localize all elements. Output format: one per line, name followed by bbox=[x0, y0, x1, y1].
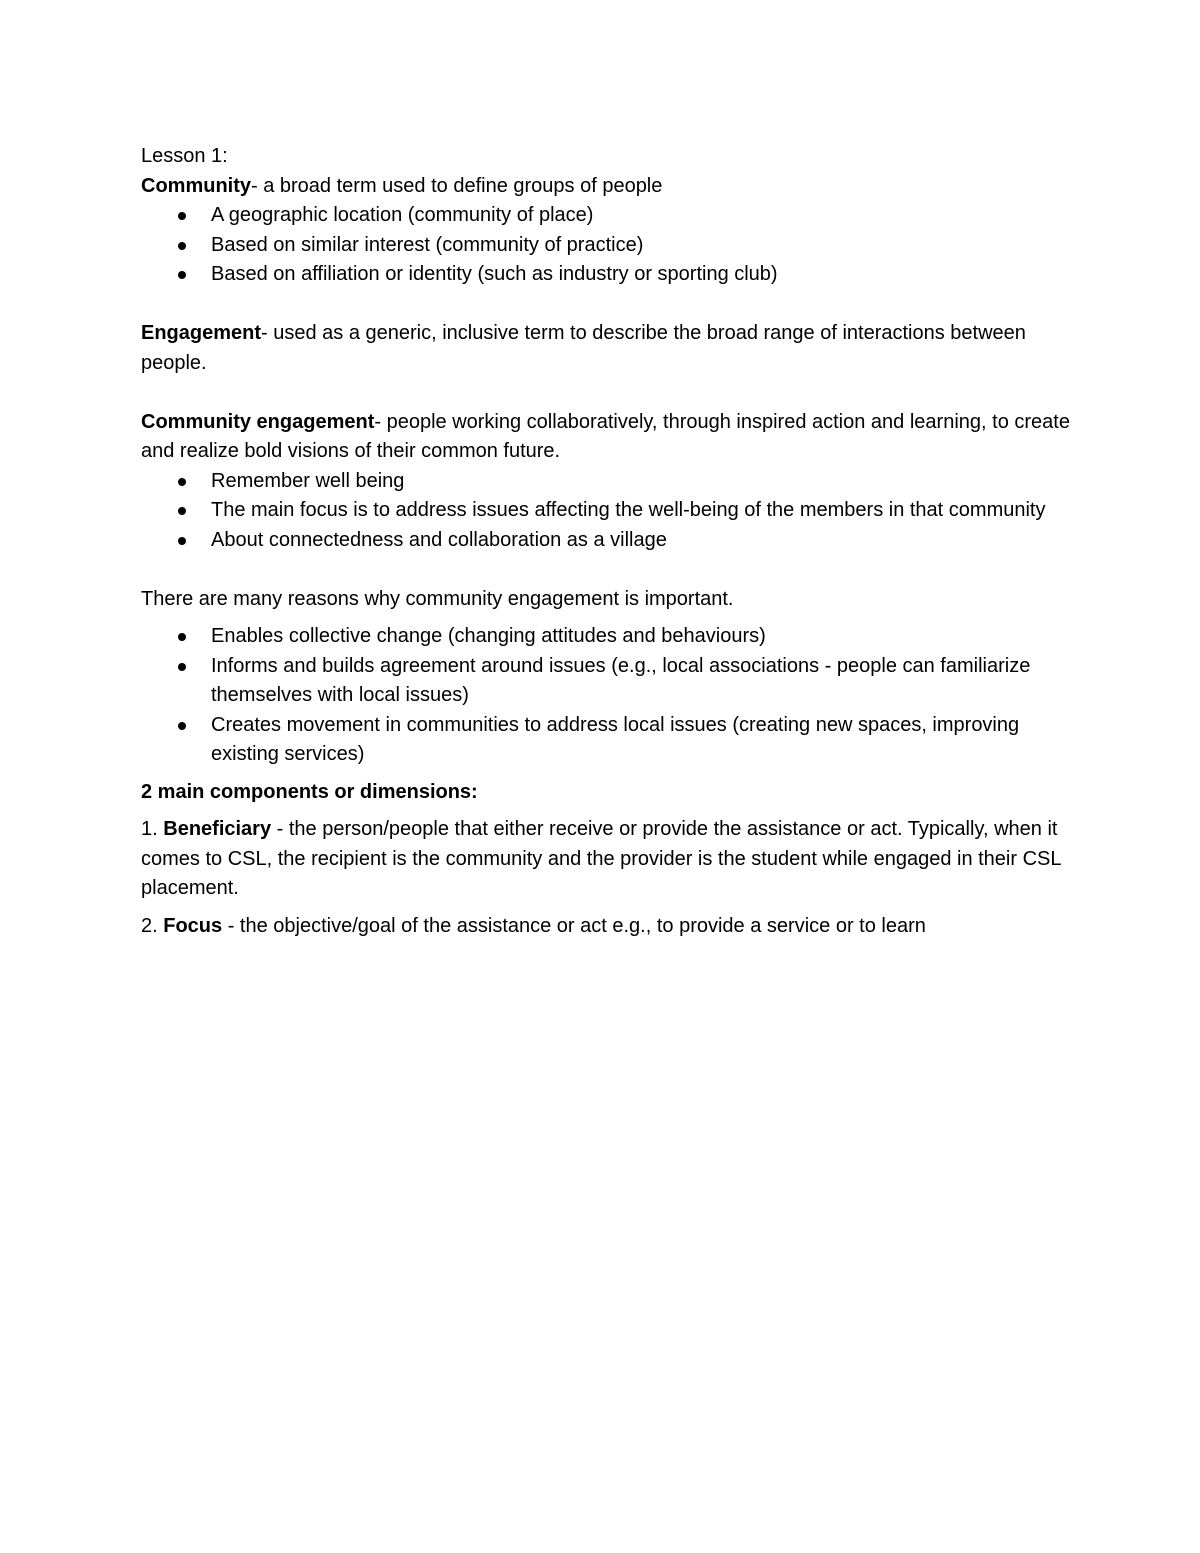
list-item: Creates movement in communities to address local issues (creating new spaces, improving existing services) bbox=[141, 711, 1071, 770]
community-engagement-bullet-list bbox=[141, 467, 1071, 556]
engagement-definition bbox=[141, 319, 1071, 378]
focus-text: - the objective/goal of the assistance or act e.g., to provide a service or to learn bbox=[222, 914, 926, 937]
spacer bbox=[141, 904, 1071, 912]
component-number: 1. bbox=[141, 818, 164, 840]
lesson-title: Lesson 1: bbox=[141, 145, 228, 167]
community-engagement-definition bbox=[141, 408, 1071, 467]
focus-term: Focus bbox=[163, 914, 223, 937]
reasons-bullet-list bbox=[141, 622, 1071, 770]
component-focus bbox=[141, 912, 1071, 942]
list-item: Remember well being bbox=[141, 467, 1071, 497]
list-item: About connectedness and collaboration as a village bbox=[141, 526, 1071, 556]
spacer bbox=[141, 378, 1071, 408]
list-item: Based on affiliation or identity (such as industry or sporting club) bbox=[141, 260, 1071, 290]
community-bullet-list bbox=[141, 201, 1071, 290]
spacer bbox=[141, 770, 1071, 778]
community-definition-text: - a broad term used to define groups of people bbox=[251, 174, 663, 197]
component-beneficiary bbox=[141, 815, 1071, 904]
list-item: A geographic location (community of place) bbox=[141, 201, 1071, 231]
engagement-term: Engagement bbox=[141, 322, 262, 344]
reasons-intro: There are many reasons why community engagement is important. bbox=[141, 587, 734, 610]
list-item: The main focus is to address issues affecting the well-being of the members in that community bbox=[141, 496, 1071, 526]
document-page bbox=[141, 142, 1071, 941]
list-item: Enables collective change (changing attitudes and behaviours) bbox=[141, 622, 1071, 652]
community-definition bbox=[141, 172, 1071, 202]
community-engagement-term: Community engagement bbox=[141, 410, 375, 433]
community-engagement-definition-text: - people working collaboratively, through inspired action and learning, to create and realize bold visions of their common future. bbox=[141, 410, 1070, 462]
component-number: 2. bbox=[141, 914, 164, 937]
beneficiary-text: - the person/people that either receive or provide the assistance or act. Typically, when it comes to CSL, the recipient is the community and the provider is the student while engaged in their CSL placement. bbox=[141, 818, 1061, 899]
beneficiary-term: Beneficiary bbox=[163, 818, 272, 840]
components-heading: 2 main components or dimensions: bbox=[141, 780, 478, 803]
list-item: Based on similar interest (community of practice) bbox=[141, 231, 1071, 261]
spacer bbox=[141, 807, 1071, 815]
spacer bbox=[141, 555, 1071, 585]
engagement-definition-text: - used as a generic, inclusive term to describe the broad range of interactions between people. bbox=[141, 322, 1026, 374]
community-term: Community bbox=[141, 174, 251, 197]
list-item: Informs and builds agreement around issues (e.g., local associations - people can familiarize themselves with local issues) bbox=[141, 652, 1071, 711]
spacer bbox=[141, 614, 1071, 622]
spacer bbox=[141, 290, 1071, 320]
